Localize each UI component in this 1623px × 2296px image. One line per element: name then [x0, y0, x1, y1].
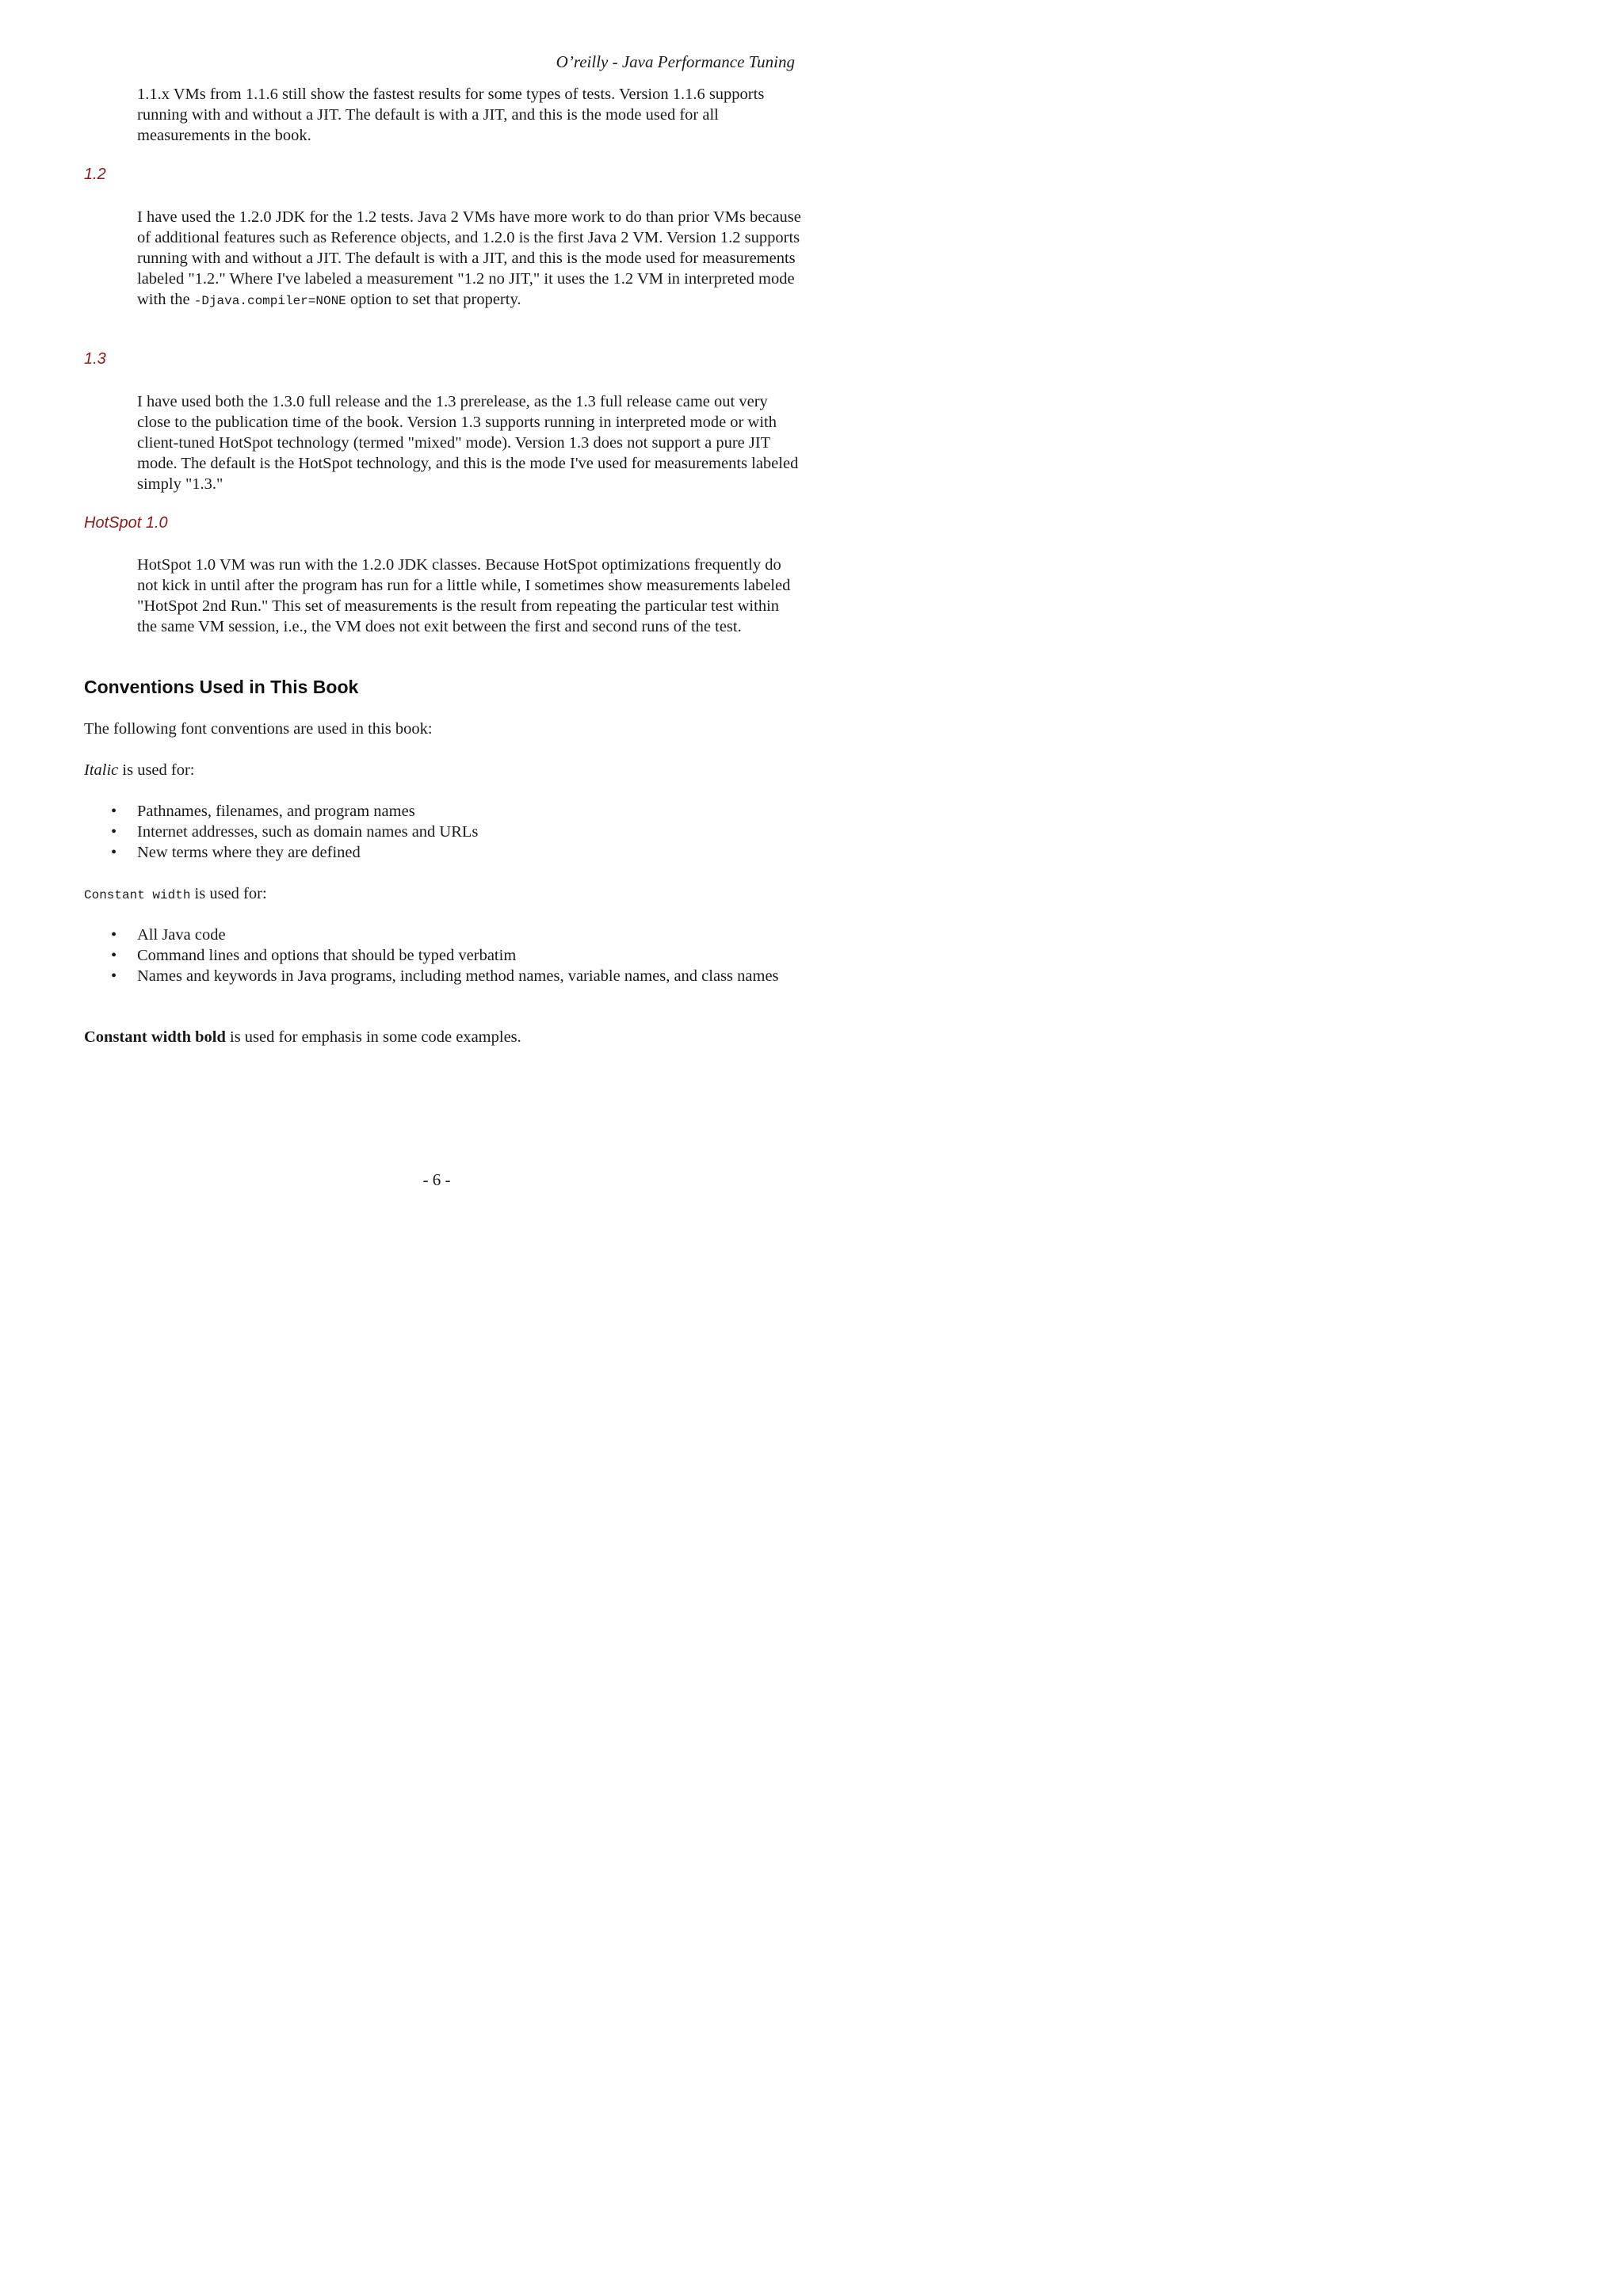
- bullet-icon: •: [111, 926, 117, 944]
- bullet-icon: •: [111, 823, 117, 841]
- document-page: [0, 0, 873, 1235]
- bold-convention-line: [84, 1027, 797, 1047]
- italic-suffix: is used for:: [118, 761, 195, 779]
- bullet-icon: •: [111, 967, 117, 985]
- italic-uses-list: [111, 801, 800, 863]
- page-number: - 6 -: [422, 1170, 451, 1189]
- section-label-hotspot: HotSpot 1.0: [84, 514, 168, 532]
- constant-width-suffix: is used for:: [190, 885, 267, 902]
- paragraph-1-2: [137, 207, 803, 311]
- running-header: O’reilly - Java Performance Tuning: [556, 52, 795, 71]
- bold-term: Constant width bold: [84, 1028, 226, 1046]
- list-item: • New terms where they are defined: [111, 844, 361, 861]
- paragraph-1-2-text-a: I have used the 1.2.0 JDK for the 1.2 tests. Java 2 VMs have more work to do than prior VMs because of additional features such as Reference objects, and 1.2.0 is the first Java 2 VM. Version 1.2 supports running with and without a JIT. The default is with a JIT, and this is the mode used for measurements labeled "1.2." Where I've labeled a measurement "1.2 no JIT," it uses the 1.2 VM in interpreted mode with the: [137, 208, 801, 308]
- list-item: • Pathnames, filenames, and program names: [111, 803, 415, 820]
- conventions-intro: The following font conventions are used in this book:: [84, 720, 433, 738]
- list-item: • Internet addresses, such as domain names and URLs: [111, 823, 479, 841]
- paragraph-1-2-text-b: option to set that property.: [346, 291, 521, 308]
- compiler-option-code: -Djava.compiler=NONE: [193, 294, 346, 308]
- italic-term: Italic: [84, 761, 119, 779]
- constant-width-convention-line: [84, 883, 797, 906]
- list-item: • Names and keywords in Java programs, including method names, variable names, and class names: [111, 967, 779, 985]
- bullet-icon: •: [111, 803, 117, 820]
- conventions-heading: Conventions Used in This Book: [84, 677, 359, 697]
- constant-width-term: Constant width: [84, 888, 191, 902]
- paragraph-hotspot: HotSpot 1.0 VM was run with the 1.2.0 JDK classes. Because HotSpot optimizations frequently do not kick in until after the program has run for a little while, I sometimes show measurements labeled "HotSpot 2nd Run." This set of measurements is the result from repeating the particular test within the same VM session, i.e., the VM does not exit between the first and second runs of the test.: [137, 556, 791, 635]
- list-item: • Command lines and options that should be typed verbatim: [111, 947, 517, 964]
- list-item: • All Java code: [111, 926, 226, 944]
- italic-convention-line: [84, 760, 797, 780]
- paragraph-1-3: I have used both the 1.3.0 full release and the 1.3 prerelease, as the 1.3 full release came out very close to the publication time of the book. Version 1.3 supports running in interpreted mode or with client-tuned HotSpot technology (termed "mixed" mode). Version 1.3 does not support a pure JIT mode. The default is the HotSpot technology, and this is the mode I've used for measurements labeled simply "1.3.": [137, 393, 799, 493]
- constant-width-uses-list: [111, 925, 800, 986]
- bullet-icon: •: [111, 947, 117, 964]
- bold-suffix: is used for emphasis in some code examples.: [225, 1028, 521, 1046]
- section-label-1-2: 1.2: [84, 166, 106, 183]
- bullet-icon: •: [111, 844, 117, 861]
- intro-paragraph: 1.1.x VMs from 1.1.6 still show the fastest results for some types of tests. Version 1.1.6 supports running with and without a JIT. The default is with a JIT, and this is the mode used for all measurements in the book.: [137, 86, 765, 144]
- section-label-1-3: 1.3: [84, 350, 106, 368]
